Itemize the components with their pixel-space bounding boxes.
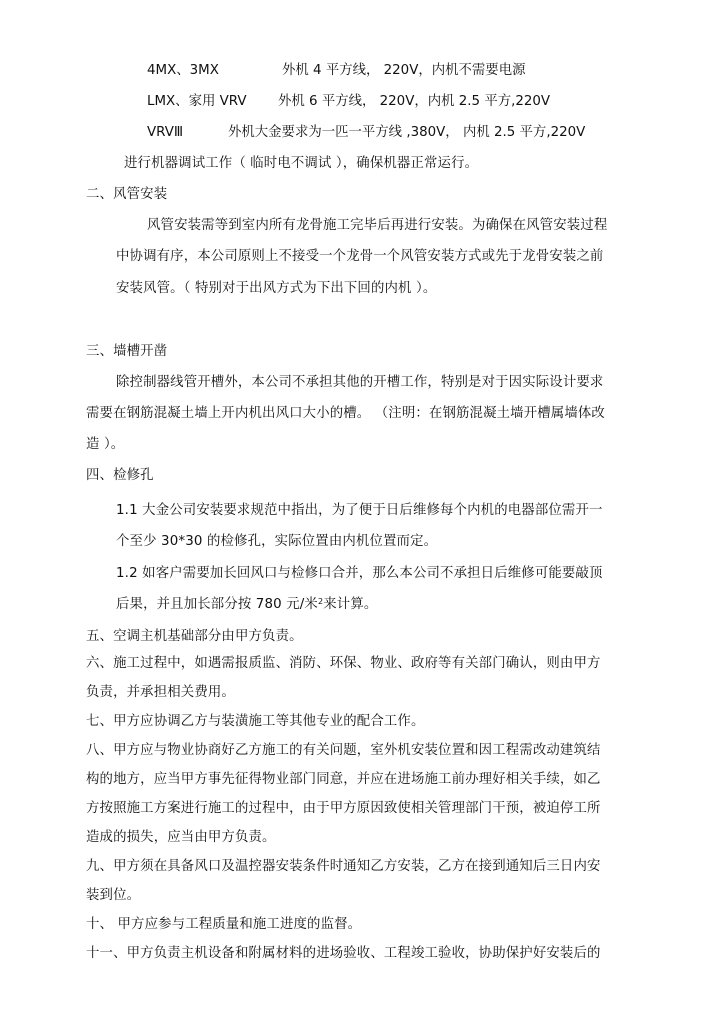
section-10: 十、 甲方应参与工程质量和施工进度的监督。 — [86, 917, 362, 932]
spec-desc-3: 外机大金要求为一匹一平方线 ,380V， 内机 2.5 平方,220V — [228, 125, 586, 140]
section-4-title: 四、检修孔 — [86, 468, 154, 483]
spec-desc-2: 外机 6 平方线， 220V，内机 2.5 平方,220V — [278, 94, 551, 109]
section-4-item-1-1b: 个至少 30*30 的检修孔，实际位置由内机位置而定。 — [116, 534, 438, 549]
section-3-line-3: 造 ）。 — [86, 437, 125, 452]
section-7: 七、甲方应协调乙方与装潢施工等其他专业的配合工作。 — [86, 714, 425, 729]
section-2-line-3: 安装风管。（ 特别对于出风方式为下出下回的内机 ）。 — [116, 281, 437, 296]
section-4-item-1-2b-post: 来计算。 — [323, 597, 378, 612]
section-4-item-1-2a: 1.2 如客户需要加长回风口与检修口合并，那么本公司不承担日后维修可能要敲顶 — [116, 566, 603, 581]
section-8-line-1: 八、甲方应与物业协商好乙方施工的有关问题，室外机安装位置和因工程需改动建筑结 — [86, 743, 601, 758]
spec-model-2: LMX、家用 VRV — [147, 94, 247, 109]
section-11-line-1: 十一、甲方负责主机设备和附属材料的进场验收、工程竣工验收，协助保护好安装后的 — [86, 946, 601, 961]
debug-line: 进行机器调试工作（ 临时电不调试 ），确保机器正常运行。 — [124, 156, 479, 171]
section-2-title: 二、风管安装 — [86, 187, 168, 202]
section-8-line-2: 构的地方，应当甲方事先征得物业部门同意，并应在进场施工前办理好相关手续，如乙 — [86, 772, 601, 787]
spec-model-3: VRVⅢ — [147, 125, 184, 140]
section-2-line-2: 中协调有序，本公司原则上不接受一个龙骨一个风管安装方式或先于龙骨安装之前 — [116, 249, 604, 264]
section-2-line-1: 风管安装需等到室内所有龙骨施工完毕后再进行安装。为确保在风管安装过程 — [147, 218, 608, 233]
section-8-line-4: 造成的损失，应当由甲方负责。 — [86, 830, 276, 845]
section-8-line-3: 方按照施工方案进行施工的过程中，由于甲方原因致使相关管理部门干预，被迫停工所 — [86, 801, 601, 816]
section-3-title: 三、墙槽开凿 — [86, 344, 168, 359]
section-5: 五、空调主机基础部分由甲方负责。 — [86, 629, 303, 644]
section-6-line-2: 负责，并承担相关费用。 — [86, 685, 235, 700]
spec-desc-1: 外机 4 平方线， 220V，内机不需要电源 — [282, 63, 526, 78]
section-9-line-1: 九、甲方须在具备风口及温控器安装条件时通知乙方安装，乙方在接到通知后三日内安 — [86, 859, 601, 874]
section-9-line-2: 装到位。 — [86, 888, 141, 903]
section-4-item-1-2b-pre: 后果，并且加长部分按 780 元/米 — [116, 597, 318, 612]
section-6-line-1: 六、施工过程中，如遇需报质监、消防、环保、物业、政府等有关部门确认，则由甲方 — [86, 656, 601, 671]
square-superscript: 2 — [317, 597, 324, 606]
spec-model-1: 4MX、3MX — [147, 63, 219, 78]
section-3-line-1: 除控制器线管开槽外，本公司不承担其他的开槽工作，特别是对于因实际设计要求 — [116, 375, 604, 390]
section-3-line-2: 需要在钢筋混凝土墙上开内机出风口大小的槽。 （注明：在钢筋混凝土墙开槽属墙体改 — [86, 406, 605, 421]
section-4-item-1-2b — [116, 596, 377, 614]
section-4-item-1-1a: 1.1 大金公司安装要求规范中指出，为了便于日后维修每个内机的电器部位需开一 — [116, 503, 603, 518]
